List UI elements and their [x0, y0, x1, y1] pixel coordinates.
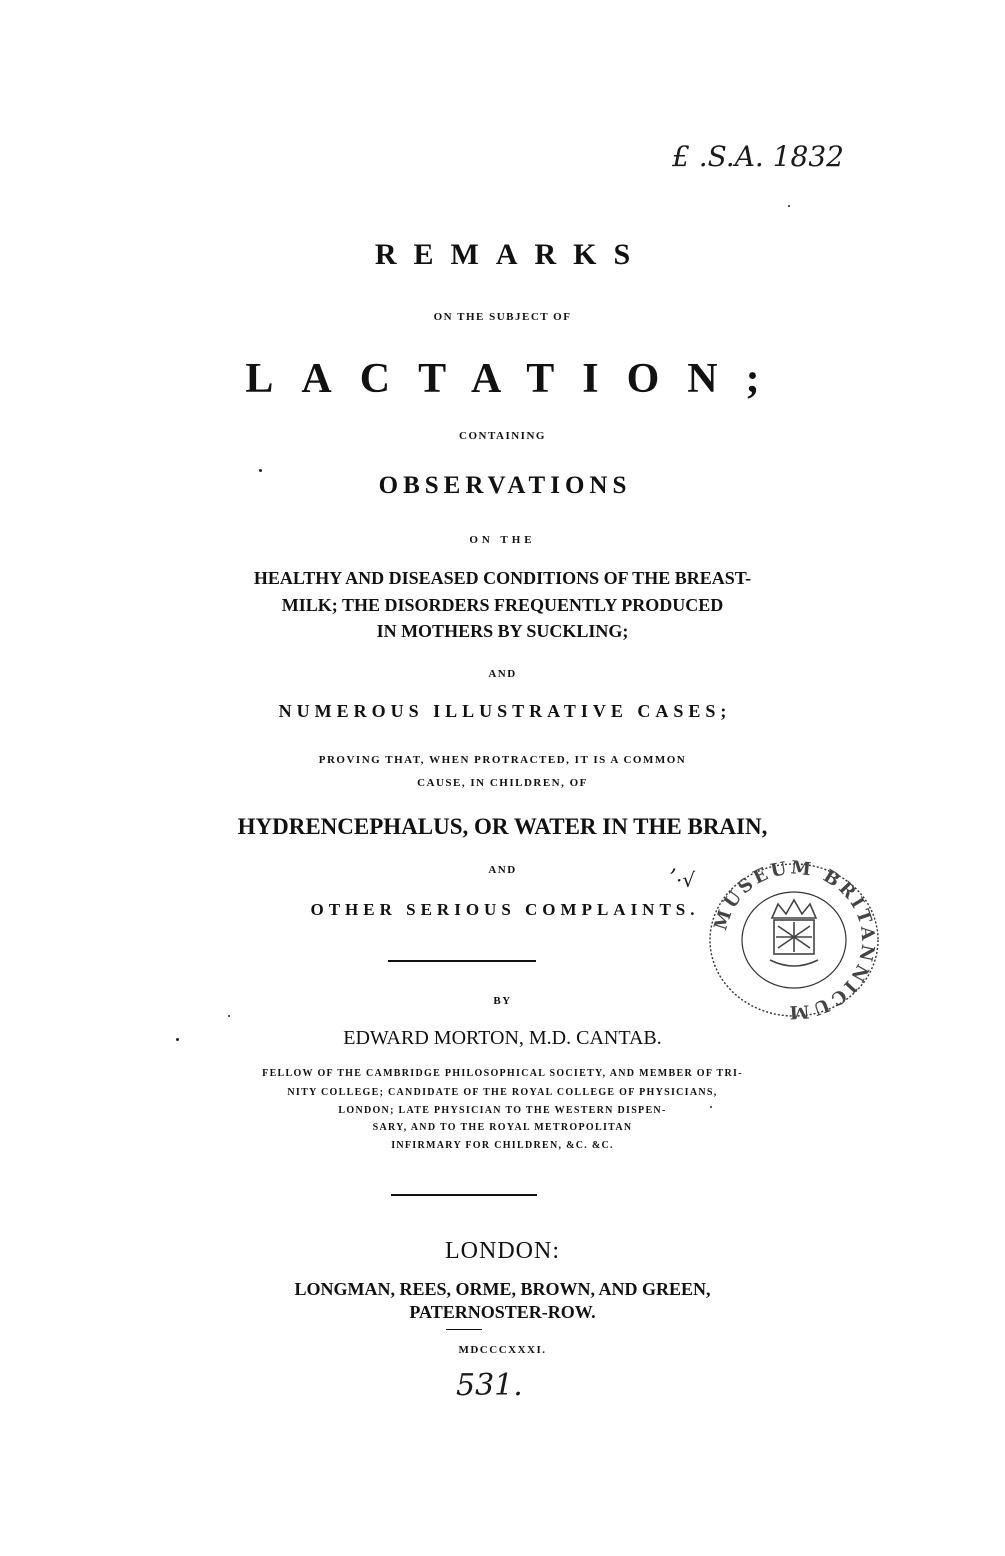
- hydrencephalus-line: HYDRENCEPHALUS, OR WATER IN THE BRAIN,: [237, 814, 768, 839]
- imprint-city: LONDON:: [445, 1238, 560, 1264]
- crown-icon: [770, 900, 818, 966]
- divider-2: [391, 1194, 537, 1196]
- and-line-1: AND: [488, 668, 517, 680]
- numerous-cases: NUMEROUS ILLUSTRATIVE CASES;: [278, 701, 732, 721]
- title-lactation: LACTATION;: [245, 356, 788, 402]
- pen-mark: ,: [670, 852, 677, 877]
- author-name: EDWARD MORTON, M.D. CANTAB.: [343, 1027, 662, 1049]
- containing-line: CONTAINING: [459, 430, 546, 442]
- imprint-publisher: LONGMAN, REES, ORME, BROWN, AND GREEN,: [294, 1279, 711, 1299]
- divider-1: [388, 960, 536, 962]
- on-the-line: ON THE: [469, 534, 536, 546]
- stamp-text: MUSEUM BRITANNICUM: [710, 860, 879, 1020]
- handwritten-number: 531.: [456, 1368, 523, 1403]
- healthy-line-1: HEALTHY AND DISEASED CONDITIONS OF THE BREAST-: [253, 568, 752, 588]
- by-line: BY: [493, 995, 512, 1007]
- proving-line-1: PROVING THAT, WHEN PROTRACTED, IT IS A COMMON: [318, 754, 687, 766]
- credentials-line-3: LONDON; LATE PHYSICIAN TO THE WESTERN DISPEN-: [338, 1105, 667, 1116]
- speck: [788, 205, 790, 207]
- subject-line: ON THE SUBJECT OF: [433, 311, 572, 323]
- credentials-line-5: INFIRMARY FOR CHILDREN, &C. &C.: [391, 1140, 614, 1151]
- imprint-year: MDCCCXXXI.: [458, 1344, 547, 1356]
- pen-mark: ·√: [676, 868, 696, 892]
- divider-3: [446, 1329, 482, 1330]
- credentials-line-1: FELLOW OF THE CAMBRIDGE PHILOSOPHICAL SOCIETY, AND MEMBER OF TRI-: [262, 1068, 743, 1079]
- title-remarks: REMARKS: [374, 238, 648, 271]
- healthy-line-3: IN MOTHERS BY SUCKLING;: [376, 621, 629, 641]
- credentials-line-2: NITY COLLEGE; CANDIDATE OF THE ROYAL COLLEGE OF PHYSICIANS,: [287, 1087, 718, 1098]
- proving-line-2: CAUSE, IN CHILDREN, OF: [417, 777, 588, 789]
- and-line-2: AND: [488, 864, 517, 876]
- credentials-line-4: SARY, AND TO THE ROYAL METROPOLITAN: [372, 1122, 633, 1133]
- handwritten-shelfmark: £ .S.A. 1832: [672, 140, 844, 173]
- healthy-line-2: MILK; THE DISORDERS FREQUENTLY PRODUCED: [281, 595, 724, 615]
- other-complaints: OTHER SERIOUS COMPLAINTS.: [310, 900, 700, 919]
- observations-heading: OBSERVATIONS: [378, 472, 632, 499]
- speck: [228, 1015, 230, 1017]
- imprint-address: PATERNOSTER-ROW.: [409, 1302, 596, 1322]
